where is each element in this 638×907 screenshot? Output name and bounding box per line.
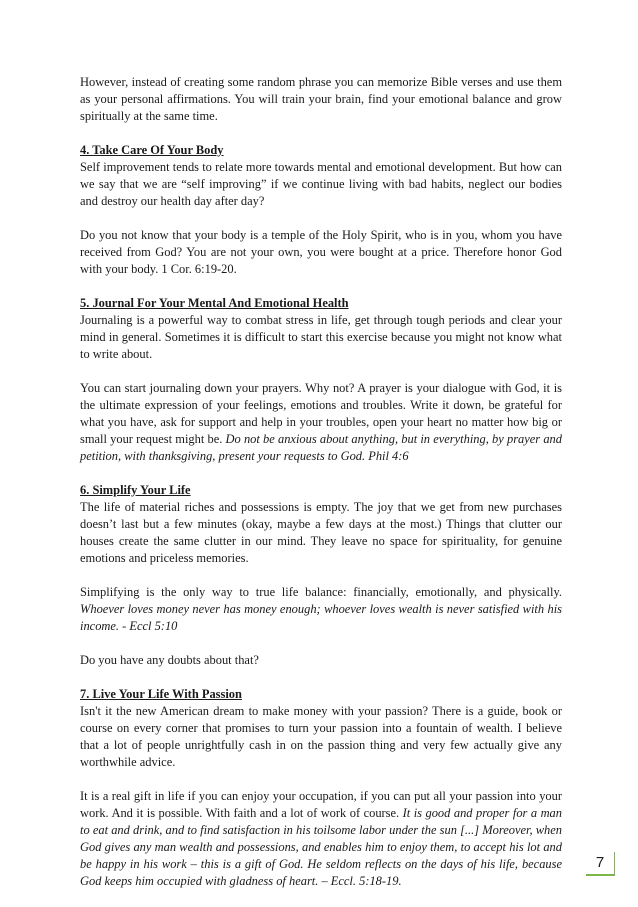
section7-scripture-quote: It is good and proper for a man to eat and drink, and to find satisfaction in his toilsome labor under the sun [...] Moreover, when God gives any man wealth and possessions, and enables him to enjoy them, to accept his lot and be happy in his work – this is a gift of God. He seldom reflects on the days of his life, because God keeps him occupied with gladness of heart. – Eccl. 5:18-19. [80,806,562,888]
section4-paragraph-1: Self improvement tends to relate more towards mental and emotional development. But how can we say that we are “self improving” if we continue living with bad habits, neglect our bodies and destroy our health day after day? [80,160,562,208]
section-heading-passion: 7. Live Your Life With Passion [80,687,242,701]
section6-paragraph-3: Do you have any doubts about that? [80,653,259,667]
section5-scripture-quote: Do not be anxious about anything, but in everything, by prayer and petition, with thanksgiving, present your requests to God. Phil 4:6 [80,432,562,463]
section-heading-take-care-body: 4. Take Care Of Your Body [80,143,224,157]
page-number: 7 [586,852,615,874]
section6-paragraph-2-text: Simplifying is the only way to true life balance: financially, emotionally, and physically. [80,585,562,599]
section7-paragraph-2-text: It is a real gift in life if you can enjoy your occupation, if you can put all your passion into your work. And it is possible. With faith and a lot of work of course. [80,789,562,820]
section7-paragraph-2 [80,788,562,890]
intro-paragraph: However, instead of creating some random phrase you can memorize Bible verses and use them as your personal affirmations. You will train your brain, find your emotional balance and grow spiritually at the same time. [80,75,562,123]
section6-paragraph-1: The life of material riches and possessions is empty. The joy that we get from new purchases doesn’t last but a few minutes (okay, maybe a few days at the most.) Things that clutter our houses create the same clutter in our mind. They leave no space for spirituality, for genuine emotions and priceless memories. [80,500,562,565]
section7-paragraph-1: Isn't it the new American dream to make money with your passion? There is a guide, book or course on every corner that promises to turn your passion into a fountain of wealth. I believe that a lot of people unrightfully cash in on the passion thing and very few actually give any worthwhile advice. [80,704,562,769]
section6-scripture-quote: Whoever loves money never has money enough; whoever loves wealth is never satisfied with his income. - Eccl 5:10 [80,602,562,633]
page-body [80,74,562,907]
section6-paragraph-2 [80,584,562,635]
section5-paragraph-2 [80,380,562,465]
page-number-underline [586,874,615,876]
section4-paragraph-2: Do you not know that your body is a temple of the Holy Spirit, who is in you, whom you have received from God? You are not your own, you were bought at a price. Therefore honor God with your body. 1 Cor. 6:19-20. [80,228,562,276]
section5-paragraph-1: Journaling is a powerful way to combat stress in life, get through tough periods and clear your mind in general. Sometimes it is difficult to start this exercise because you might not know what to write about. [80,313,562,361]
section-heading-simplify: 6. Simplify Your Life [80,483,191,497]
section-heading-journal: 5. Journal For Your Mental And Emotional Health [80,296,349,310]
section5-paragraph-2-text: You can start journaling down your prayers. Why not? A prayer is your dialogue with God, it is the ultimate expression of your feelings, emotions and troubles. Write it down, be grateful for what you have, ask for support and help in your troubles, open your heart no matter how big or small your request might be. [80,381,562,446]
